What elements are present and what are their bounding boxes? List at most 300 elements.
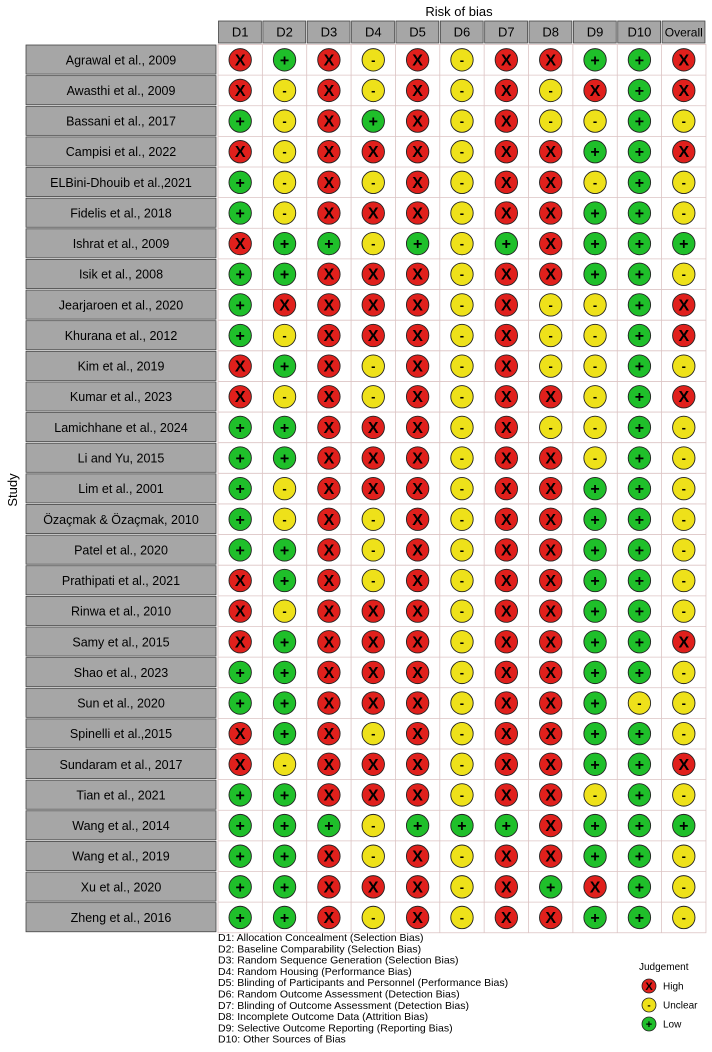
judgement-symbol: X — [367, 327, 379, 345]
judgement-symbol: - — [592, 450, 598, 466]
judgement-symbol: X — [323, 327, 335, 345]
judgement-symbol: + — [590, 909, 600, 927]
judgement-symbol: - — [459, 909, 465, 925]
judgement-symbol: + — [634, 664, 645, 682]
judgement-symbol: - — [371, 573, 376, 589]
judgement-symbol: - — [681, 419, 686, 435]
study-label: Jearjaroen et al., 2020 — [58, 298, 184, 313]
judgement-symbol: X — [234, 82, 246, 100]
judgement-symbol: + — [279, 450, 290, 468]
study-label: Isik et al., 2008 — [78, 267, 164, 282]
judgement-symbol: + — [679, 236, 689, 254]
judgement-symbol: + — [235, 664, 245, 682]
judgement-symbol: X — [323, 542, 335, 560]
judgement-symbol: X — [367, 419, 379, 437]
judgement-symbol: + — [279, 266, 290, 284]
judgement-symbol: - — [681, 603, 686, 619]
judgement-symbol: - — [459, 695, 465, 711]
judgement-symbol: X — [545, 603, 557, 621]
judgement-symbol: X — [323, 205, 335, 223]
footnote-line: D9: Selective Outcome Reporting (Reporting Bias) — [218, 1022, 453, 1035]
footnotes — [218, 932, 508, 1046]
legend-label: High — [663, 981, 684, 993]
judgement-symbol: X — [545, 205, 557, 223]
judgement-symbol: - — [282, 481, 287, 497]
judgement-symbol: X — [412, 634, 423, 652]
judgement-symbol: X — [323, 511, 335, 529]
judgement-symbol: - — [459, 756, 465, 772]
judgement-symbol: X — [501, 144, 512, 162]
judgement-symbol: - — [459, 82, 465, 98]
judgement-symbol: X — [501, 52, 512, 70]
judgement-symbol: - — [681, 266, 686, 282]
judgement-symbol: + — [634, 542, 645, 560]
judgement-symbol: X — [234, 358, 246, 376]
judgement-symbol: + — [634, 236, 645, 254]
judgement-symbol: X — [412, 879, 423, 897]
judgement-symbol: - — [459, 113, 465, 129]
y-axis-label: Study — [5, 473, 20, 507]
judgement-symbol: - — [637, 695, 642, 711]
legend-label: Unclear — [663, 1000, 698, 1012]
judgement-symbol: + — [279, 573, 290, 591]
judgement-symbol: X — [412, 419, 423, 437]
judgement-symbol: X — [323, 909, 335, 927]
judgement-symbol: + — [634, 879, 645, 897]
judgement-symbol: X — [367, 879, 379, 897]
judgement-symbol: + — [235, 695, 245, 713]
judgement-symbol: X — [279, 297, 290, 315]
judgement-symbol: X — [589, 879, 601, 897]
judgement-symbol: X — [501, 389, 512, 407]
column-header-label: D1 — [231, 24, 249, 40]
study-label: Awasthi et al., 2009 — [66, 83, 176, 98]
judgement-symbol: X — [234, 389, 246, 407]
judgement-symbol: X — [412, 174, 423, 192]
judgement-symbol: X — [323, 695, 335, 713]
judgement-symbol: - — [592, 389, 598, 405]
judgement-symbol: + — [590, 511, 600, 529]
study-label: Prathipati et al., 2021 — [61, 574, 181, 589]
judgement-symbol: X — [545, 634, 557, 652]
judgement-symbol: X — [323, 144, 335, 162]
judgement-symbol: - — [459, 879, 465, 895]
judgement-symbol: X — [323, 787, 335, 805]
study-label: Spinelli et al.,2015 — [69, 727, 173, 742]
judgement-symbol: X — [234, 756, 246, 774]
judgement-symbol: X — [678, 634, 690, 652]
judgement-symbol: - — [371, 542, 376, 558]
judgement-symbol: - — [459, 481, 465, 497]
judgement-symbol: X — [412, 82, 423, 100]
footnote-line: D4: Random Housing (Performance Bias) — [218, 965, 412, 978]
footnote-line: D5: Blinding of Participants and Personnel (Performance Bias) — [218, 977, 509, 990]
study-label: Campisi et al., 2022 — [65, 145, 177, 160]
judgement-symbol: X — [545, 144, 557, 162]
judgement-symbol: + — [235, 848, 245, 866]
judgement-symbol: X — [367, 205, 379, 223]
judgement-symbol: - — [548, 113, 553, 129]
judgement-symbol: + — [634, 82, 645, 100]
judgement-symbol: X — [501, 909, 512, 927]
judgement-symbol: X — [545, 787, 557, 805]
study-label: Sun et al., 2020 — [77, 696, 165, 711]
judgement-symbol: X — [323, 573, 335, 591]
judgement-symbol: X — [412, 756, 423, 774]
study-label: Kumar et al., 2023 — [69, 390, 173, 405]
judgement-symbol: X — [501, 603, 512, 621]
judgement-symbol: - — [371, 726, 376, 742]
judgement-symbol: + — [590, 634, 600, 652]
judgement-symbol: X — [501, 756, 512, 774]
judgement-symbol: + — [501, 236, 512, 254]
judgement-symbol: X — [501, 787, 512, 805]
judgement-symbol: + — [235, 481, 245, 499]
judgement-symbol: X — [545, 909, 557, 927]
judgement-symbol: - — [371, 848, 376, 864]
study-label: Ishrat et al., 2009 — [72, 237, 170, 252]
judgement-symbol: X — [323, 174, 335, 192]
judgement-symbol: + — [590, 848, 600, 866]
judgement-symbol: + — [279, 664, 290, 682]
judgement-symbol: - — [459, 266, 465, 282]
study-label: ELBini-Dhouib et al.,2021 — [50, 175, 192, 190]
judgement-symbol: - — [459, 848, 465, 864]
judgement-symbol: + — [235, 113, 245, 131]
judgement-symbol: + — [235, 327, 245, 345]
judgement-symbol: + — [412, 818, 423, 836]
judgement-symbol: - — [371, 82, 376, 98]
judgement-symbol: X — [323, 481, 335, 499]
judgement-symbol: X — [501, 113, 512, 131]
judgement-symbol: - — [459, 327, 465, 343]
judgement-symbol: + — [235, 450, 245, 468]
judgement-symbol: X — [501, 634, 512, 652]
judgement-symbol: X — [501, 664, 512, 682]
footnote-line: D7: Blinding of Outcome Assessment (Detection Bias) — [218, 999, 469, 1012]
judgement-symbol: - — [282, 205, 287, 221]
judgement-symbol: - — [592, 297, 598, 313]
judgement-symbol: + — [590, 726, 600, 744]
judgement-symbol: X — [367, 266, 379, 284]
judgement-symbol: + — [590, 756, 600, 774]
judgement-symbol: + — [235, 511, 245, 529]
judgement-symbol: X — [678, 82, 690, 100]
judgement-symbol: - — [681, 573, 686, 589]
judgement-symbol: X — [545, 236, 557, 254]
judgement-symbol: X — [678, 297, 690, 315]
study-label: Li and Yu, 2015 — [77, 451, 165, 466]
study-label: Fidelis et al., 2018 — [70, 206, 172, 221]
judgement-symbol: + — [279, 695, 290, 713]
judgement-symbol: + — [457, 818, 467, 836]
study-label: Shao et al., 2023 — [73, 665, 169, 680]
judgement-symbol: - — [371, 52, 376, 68]
judgement-symbol: - — [371, 358, 376, 374]
judgement-symbol: X — [501, 327, 512, 345]
judgement-symbol: X — [412, 726, 423, 744]
judgement-symbol: X — [323, 756, 335, 774]
study-label: Sundaram et al., 2017 — [59, 757, 183, 772]
judgement-symbol: X — [412, 297, 423, 315]
judgement-symbol: + — [634, 389, 645, 407]
judgement-symbol: + — [279, 358, 290, 376]
column-header-label: D10 — [627, 24, 652, 40]
judgement-symbol: X — [412, 327, 423, 345]
judgement-symbol: + — [634, 52, 645, 70]
judgement-symbol: X — [412, 848, 423, 866]
judgement-symbol: - — [548, 82, 553, 98]
judgement-symbol: - — [371, 511, 376, 527]
judgement-symbol: + — [235, 879, 245, 897]
judgement-symbol: + — [279, 787, 290, 805]
judgement-symbol: - — [282, 82, 287, 98]
judgement-symbol: X — [323, 879, 335, 897]
footnote-line: D3: Random Sequence Generation (Selection Bias) — [218, 954, 459, 967]
judgement-symbol: X — [367, 695, 379, 713]
judgement-symbol: + — [634, 511, 645, 529]
judgement-symbol: - — [371, 174, 376, 190]
judgement-symbol: + — [279, 419, 290, 437]
judgement-symbol: - — [459, 358, 465, 374]
judgement-symbol: - — [282, 113, 287, 129]
judgement-symbol: X — [545, 481, 557, 499]
judgement-symbol: - — [548, 358, 553, 374]
judgement-symbol: X — [412, 266, 423, 284]
judgement-symbol: X — [501, 542, 512, 560]
judgement-symbol: + — [279, 542, 290, 560]
judgement-symbol: - — [681, 450, 686, 466]
judgement-symbol: X — [323, 297, 335, 315]
judgement-symbol: - — [282, 327, 287, 343]
judgement-symbol: + — [679, 818, 689, 836]
judgement-symbol: X — [367, 144, 379, 162]
judgement-symbol: - — [282, 144, 287, 160]
footnote-line: D6: Random Outcome Assessment (Detection Bias) — [218, 988, 460, 1001]
judgement-symbol: - — [681, 542, 686, 558]
judgement-symbol: + — [590, 144, 600, 162]
judgement-symbol: + — [279, 726, 290, 744]
footnote-line: D1: Allocation Concealment (Selection Bias) — [218, 932, 424, 944]
judgement-symbol: X — [501, 879, 512, 897]
judgement-symbol: + — [634, 481, 645, 499]
study-label: Özaçmak & Özaçmak, 2010 — [43, 512, 199, 527]
judgement-symbol: - — [459, 236, 465, 252]
legend-label: Low — [663, 1019, 682, 1031]
judgement-symbol: + — [279, 818, 290, 836]
judgement-symbol: - — [548, 297, 553, 313]
judgement-symbol: + — [634, 358, 645, 376]
judgement-symbol: X — [678, 327, 690, 345]
judgement-symbol: X — [501, 358, 512, 376]
judgement-symbol: X — [412, 542, 423, 560]
study-label: Khurana et al., 2012 — [64, 328, 178, 343]
study-label: Rinwa et al., 2010 — [70, 604, 172, 619]
judgement-symbol: - — [459, 726, 465, 742]
judgement-symbol: - — [371, 818, 376, 834]
judgement-symbol: X — [501, 695, 512, 713]
judgement-symbol: X — [545, 848, 557, 866]
judgement-symbol: X — [545, 266, 557, 284]
judgement-symbol: - — [459, 205, 465, 221]
judgement-symbol: X — [678, 52, 690, 70]
judgement-symbol: + — [235, 818, 245, 836]
study-label: Patel et al., 2020 — [74, 543, 168, 558]
judgement-symbol: - — [371, 389, 376, 405]
judgement-symbol: X — [545, 726, 557, 744]
judgement-symbol: X — [412, 389, 423, 407]
judgement-symbol: - — [459, 52, 465, 68]
judgement-symbol: + — [235, 542, 245, 560]
judgement-symbol: X — [545, 573, 557, 591]
judgement-symbol: + — [634, 634, 645, 652]
judgement-symbol: X — [323, 634, 335, 652]
judgement-symbol: + — [634, 573, 645, 591]
judgement-symbol: + — [634, 818, 645, 836]
legend-symbol: X — [645, 981, 653, 993]
judgement-symbol: + — [590, 205, 600, 223]
judgement-symbol: + — [279, 909, 290, 927]
judgement-symbol: X — [501, 511, 512, 529]
judgement-symbol: - — [592, 113, 598, 129]
judgement-symbol: X — [234, 144, 246, 162]
judgement-symbol: + — [590, 664, 600, 682]
study-label: Lamichhane et al., 2024 — [54, 420, 188, 435]
judgement-symbol: X — [367, 603, 379, 621]
judgement-symbol: X — [545, 174, 557, 192]
judgement-symbol: - — [282, 174, 287, 190]
judgement-symbol: X — [501, 297, 512, 315]
judgement-symbol: X — [412, 511, 423, 529]
judgement-symbol: X — [367, 634, 379, 652]
judgement-symbol: X — [545, 818, 557, 836]
study-label: Samy et al., 2015 — [72, 635, 170, 650]
judgement-symbol: X — [323, 266, 335, 284]
judgement-symbol: X — [678, 756, 690, 774]
judgement-symbol: + — [235, 205, 245, 223]
judgement-symbol: + — [279, 879, 290, 897]
judgement-symbol: - — [459, 787, 465, 803]
judgement-symbol: - — [681, 664, 686, 680]
judgement-symbol: - — [459, 174, 465, 190]
legend-symbol: - — [647, 1000, 651, 1012]
judgement-symbol: - — [681, 726, 686, 742]
judgement-symbol: X — [323, 603, 335, 621]
judgement-symbol: X — [234, 634, 246, 652]
column-header-label: D7 — [498, 24, 515, 40]
judgement-symbol: - — [371, 909, 376, 925]
judgement-symbol: + — [634, 205, 645, 223]
judgement-symbol: X — [323, 848, 335, 866]
judgement-symbol: X — [323, 450, 335, 468]
judgement-symbol: X — [501, 481, 512, 499]
judgement-symbol: + — [634, 450, 645, 468]
footnote-line: D10: Other Sources of Bias — [218, 1033, 346, 1046]
judgement-symbol: X — [412, 144, 423, 162]
judgement-symbol: + — [279, 848, 290, 866]
judgement-symbol: - — [459, 603, 465, 619]
judgement-symbol: + — [590, 236, 600, 254]
judgement-symbol: X — [412, 695, 423, 713]
judgement-symbol: - — [592, 419, 598, 435]
judgement-symbol: X — [501, 573, 512, 591]
judgement-symbol: + — [546, 879, 556, 897]
judgement-symbol: - — [681, 787, 686, 803]
judgement-symbol: X — [545, 695, 557, 713]
judgement-symbol: X — [367, 756, 379, 774]
judgement-symbol: + — [634, 848, 645, 866]
study-label: Zheng et al., 2016 — [70, 910, 172, 925]
judgement-symbol: X — [412, 573, 423, 591]
study-label: Kim et al., 2019 — [77, 359, 165, 374]
judgement-symbol: X — [501, 205, 512, 223]
judgement-symbol: X — [589, 82, 601, 100]
judgement-symbol: X — [367, 450, 379, 468]
judgement-symbol: - — [681, 909, 686, 925]
judgement-symbol: + — [279, 634, 290, 652]
judgement-symbol: - — [592, 174, 598, 190]
judgement-symbol: + — [634, 266, 645, 284]
judgement-symbol: + — [279, 52, 290, 70]
judgement-symbol: - — [282, 389, 287, 405]
judgement-symbol: X — [367, 787, 379, 805]
legend-symbol: + — [645, 1019, 653, 1031]
judgement-symbol: + — [590, 818, 600, 836]
judgement-symbol: + — [590, 481, 600, 499]
judgement-symbol: - — [681, 511, 686, 527]
judgement-symbol: X — [367, 664, 379, 682]
judgement-symbol: - — [282, 603, 287, 619]
judgement-symbol: - — [681, 205, 686, 221]
judgement-symbol: + — [235, 297, 245, 315]
judgement-symbol: X — [545, 450, 557, 468]
judgement-symbol: - — [548, 327, 553, 343]
judgement-symbol: X — [323, 389, 335, 407]
judgement-symbol: - — [681, 848, 686, 864]
judgement-symbol: + — [634, 297, 645, 315]
judgement-symbol: + — [590, 603, 600, 621]
judgement-symbol: X — [323, 82, 335, 100]
judgement-symbol: + — [235, 419, 245, 437]
judgement-symbol: + — [634, 419, 645, 437]
judgement-symbol: X — [412, 113, 423, 131]
judgement-symbol: X — [323, 113, 335, 131]
judgement-symbol: X — [545, 664, 557, 682]
column-header-label: D4 — [364, 24, 382, 40]
judgement-symbol: + — [279, 236, 290, 254]
judgement-symbol: X — [501, 82, 512, 100]
judgement-symbol: - — [592, 327, 598, 343]
column-header-label: D9 — [586, 24, 604, 40]
judgement-symbol: - — [459, 511, 465, 527]
judgement-symbol: - — [459, 664, 465, 680]
judgement-symbol: + — [634, 909, 645, 927]
judgement-symbol: X — [501, 726, 512, 744]
legend-title: Judgement — [639, 962, 689, 973]
column-headers — [219, 21, 705, 43]
judgement-symbol: + — [324, 236, 334, 254]
judgement-symbol: X — [545, 756, 557, 774]
judgement-symbol: X — [501, 266, 512, 284]
study-label: Bassani et al., 2017 — [66, 114, 176, 129]
judgement-symbol: X — [323, 419, 335, 437]
judgement-symbol: + — [235, 266, 245, 284]
judgement-symbol: X — [412, 358, 423, 376]
study-labels — [26, 45, 216, 932]
judgement-symbol: X — [501, 848, 512, 866]
judgement-symbol: X — [412, 481, 423, 499]
judgement-symbol: - — [282, 756, 287, 772]
